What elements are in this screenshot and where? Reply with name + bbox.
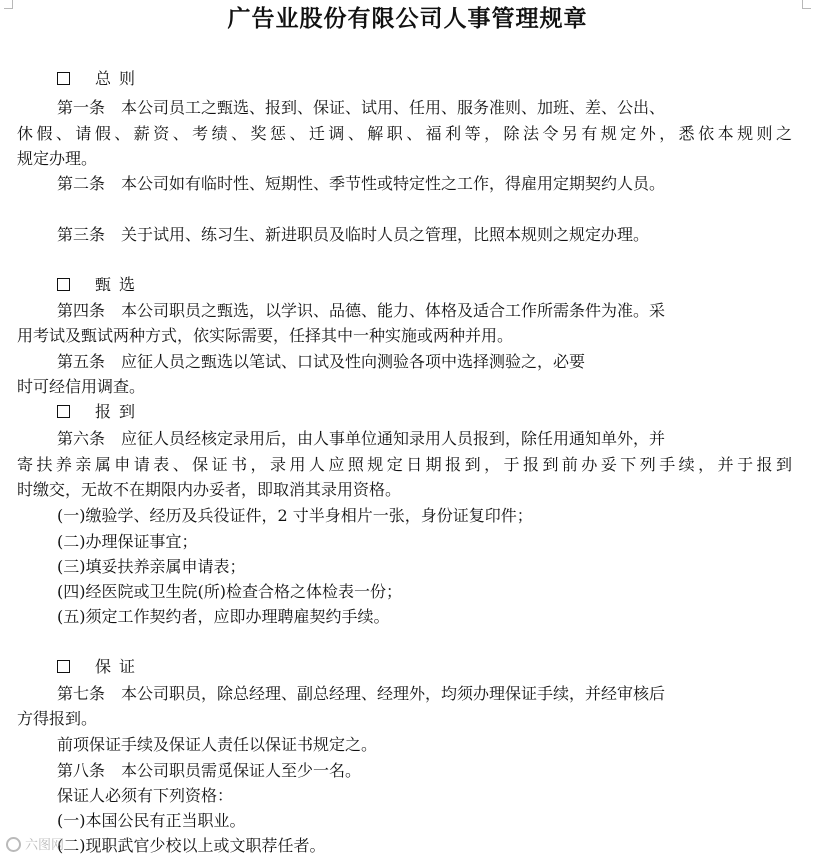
- article-4-line-2: 用考试及甄试两种方式，依实际需要，任择其中一种实施或两种并用。: [17, 326, 514, 345]
- article-6-line-1: 第六条 应征人员经核定录用后，由人事单位通知录用人员报到，除任用通知单外，并: [57, 429, 666, 448]
- article-5-line-1: 第五条 应征人员之甄选以笔试、口试及性向测验各项中选择测验之，必要: [57, 352, 586, 371]
- list-item-4: (四)经医院或卫生院(所)检查合格之体检表一份；: [57, 582, 402, 601]
- article-2-line-1: 第二条 本公司如有临时性、短期性、季节性或特定性之工作，得雇用定期契约人员。: [57, 174, 666, 193]
- article-8-line-2: 保证人必须有下列资格：: [57, 786, 234, 805]
- list-item-5: (五)须定工作契约者，应即办理聘雇契约手续。: [57, 607, 390, 626]
- checkbox-square-icon: [57, 405, 70, 418]
- article-1-line-1: 第一条 本公司员工之甄选、报到、保证、试用、任用、服务准则、加班、差、公出、: [57, 98, 666, 117]
- article-5-line-2: 时可经信用调查。: [17, 377, 146, 396]
- list-item-3: (三)填妥扶养亲属申请表；: [57, 557, 246, 576]
- checkbox-square-icon: [57, 72, 70, 85]
- article-8-line-1: 第八条 本公司职员需觅保证人至少一名。: [57, 761, 362, 780]
- article-1-line-3: 规定办理。: [17, 149, 98, 168]
- article-7-line-1: 第七条 本公司职员，除总经理、副总经理、经理外，均须办理保证手续，并经审核后: [57, 684, 666, 703]
- watermark-text: 六图网: [25, 838, 65, 853]
- section-heading-label: 保证: [95, 657, 144, 676]
- watermark-logo-icon: [6, 837, 21, 852]
- watermark: [6, 836, 64, 856]
- article-4-line-1: 第四条 本公司职员之甄选，以学识、品德、能力、体格及适合工作所需条件为准。采: [57, 301, 666, 320]
- article-7-line-2: 方得报到。: [17, 709, 98, 728]
- section-heading-guarantee: [57, 655, 143, 679]
- list-item-2: (二)办理保证事宜；: [57, 532, 198, 551]
- list-item-2: (二)现职武官少校以上或文职荐任者。: [57, 836, 326, 855]
- checkbox-square-icon: [57, 660, 70, 673]
- article-6-line-3: 时缴交，无故不在期限内办妥者，即取消其录用资格。: [17, 480, 402, 499]
- section-heading-label: 甄选: [95, 275, 144, 294]
- list-item-1: (一)本国公民有正当职业。: [57, 811, 246, 830]
- article-7-line-3: 前项保证手续及保证人责任以保证书规定之。: [57, 735, 378, 754]
- section-heading-label: 总则: [95, 69, 144, 88]
- checkbox-square-icon: [57, 278, 70, 291]
- article-6-line-2: 寄扶养亲属申请表、保证书，录用人应照规定日期报到，于报到前办妥下列手续，并于报到: [17, 455, 792, 474]
- article-1-line-2: 休假、请假、薪资、考绩、奖惩、迁调、解职、福利等，除法令另有规定外，悉依本规则之: [17, 124, 792, 143]
- list-item-1: (一)缴验学、经历及兵役证件，2 寸半身相片一张，身份证复印件；: [57, 506, 533, 525]
- document-title: 广告业股份有限公司人事管理规章: [227, 6, 588, 32]
- section-heading-selection: [57, 273, 143, 297]
- section-heading-reporting: [57, 400, 143, 424]
- article-3-line-1: 第三条 关于试用、练习生、新进职员及临时人员之管理，比照本规则之规定办理。: [57, 225, 650, 244]
- section-heading-label: 报到: [95, 402, 144, 421]
- section-heading-general: [57, 67, 143, 91]
